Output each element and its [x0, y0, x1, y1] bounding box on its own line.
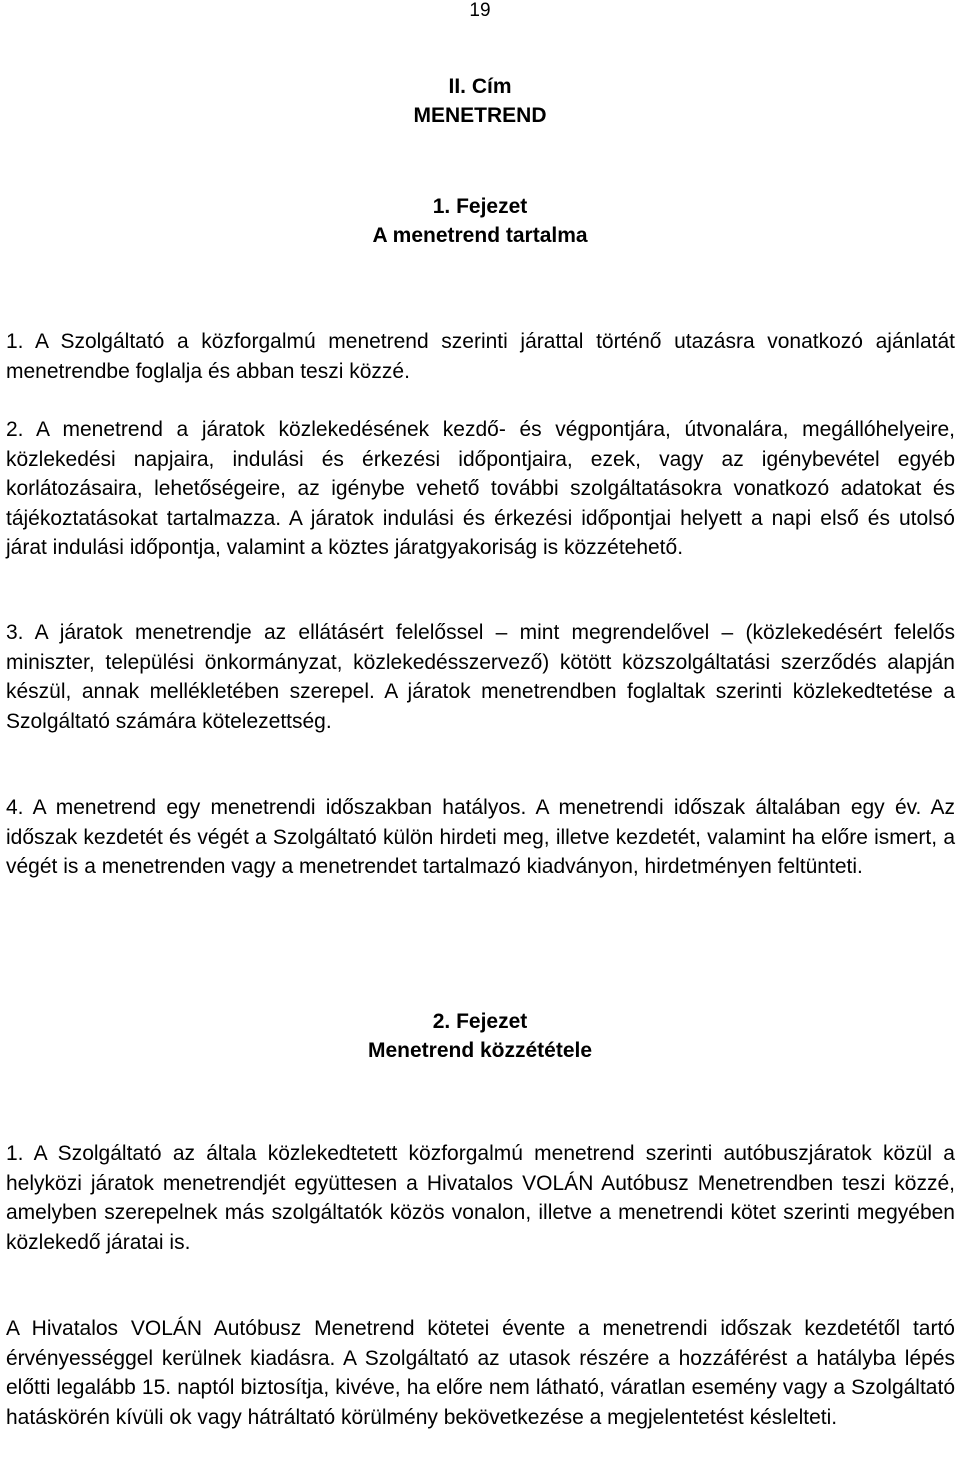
chapter-2-paragraph-1: 1. A Szolgáltató az általa közlekedtetett közforgalmú menetrend szerinti autóbuszjáratok közül a helyközi járatok menetrendjét együttesen a Hivatalos VOLÁN Autóbusz Menetrendben teszi közzé, amelyben szerepelnek más szolgáltatók közös vonalon, illetve a menetrendi kötet szerinti megyében közlekedő járatai is.	[6, 1142, 955, 1254]
chapter-1-title: A menetrend tartalma	[372, 224, 588, 247]
part-heading	[0, 72, 960, 130]
chapter-1-paragraph-4: 4. A menetrend egy menetrendi időszakban hatályos. A menetrendi időszak általában egy év. Az időszak kezdetét és végét a Szolgáltató külön hirdeti meg, illetve kezdetét, valamint ha előre ismert, a végét is a menetrenden vagy a menetrendet tartalmazó kiadványon, hirdetményen feltünteti.	[6, 796, 955, 878]
part-number: II. Cím	[448, 75, 512, 98]
page-number: 19	[469, 0, 491, 21]
chapter-2-paragraph-2: A Hivatalos VOLÁN Autóbusz Menetrend kötetei évente a menetrendi időszak kezdetétől tartó érvényességgel kerülnek kiadásra. A Szolgáltató az utasok részére a hozzáférést a hatályba lépés előtti legalább 15. naptól biztosítja, kivéve, ha előre nem látható, váratlan esemény vagy a Szolgáltató hatáskörén kívüli ok vagy hátráltató körülmény bekövetkezése a megjelentetést késlelteti.	[6, 1317, 955, 1429]
part-title: MENETREND	[413, 104, 547, 127]
chapter-1-paragraph-2: 2. A menetrend a járatok közlekedésének kezdő- és végpontjára, útvonalára, megállóhelyeire, közlekedési napjaira, indulási és érkezési időpontjaira, ezek, vagy az igénybevétel egyéb korlátozásaira, lehetőségeire, az igénybe vehető további szolgáltatásokra vonatkozó adatokat és tájékoztatásokat tartalmazza. A járatok indulási és érkezési időpontjai helyett a napi első és utolsó járat indulási időpontja, valamint a köztes járatgyakoriság is közzétehető.	[6, 418, 955, 559]
chapter-1-number: 1. Fejezet	[432, 195, 528, 218]
chapter-1-heading	[0, 192, 960, 250]
chapter-1-paragraph-3: 3. A járatok menetrendje az ellátásért felelőssel – mint megrendelővel – (közlekedésért felelős miniszter, települési önkormányzat, közlekedésszervező) kötött közszolgáltatási szerződés alapján készül, annak mellékletében szerepel. A járatok menetrendben foglaltak szerinti közlekedtetése a Szolgáltató számára kötelezettség.	[6, 621, 955, 733]
chapter-1-paragraph-1: 1. A Szolgáltató a közforgalmú menetrend szerinti járattal történő utazásra vonatkozó ajánlatát menetrendbe foglalja és abban teszi közzé.	[6, 330, 955, 383]
chapter-2-title: Menetrend közzététele	[367, 1039, 593, 1062]
chapter-2-number: 2. Fejezet	[432, 1010, 528, 1033]
chapter-2-heading	[0, 1007, 960, 1065]
